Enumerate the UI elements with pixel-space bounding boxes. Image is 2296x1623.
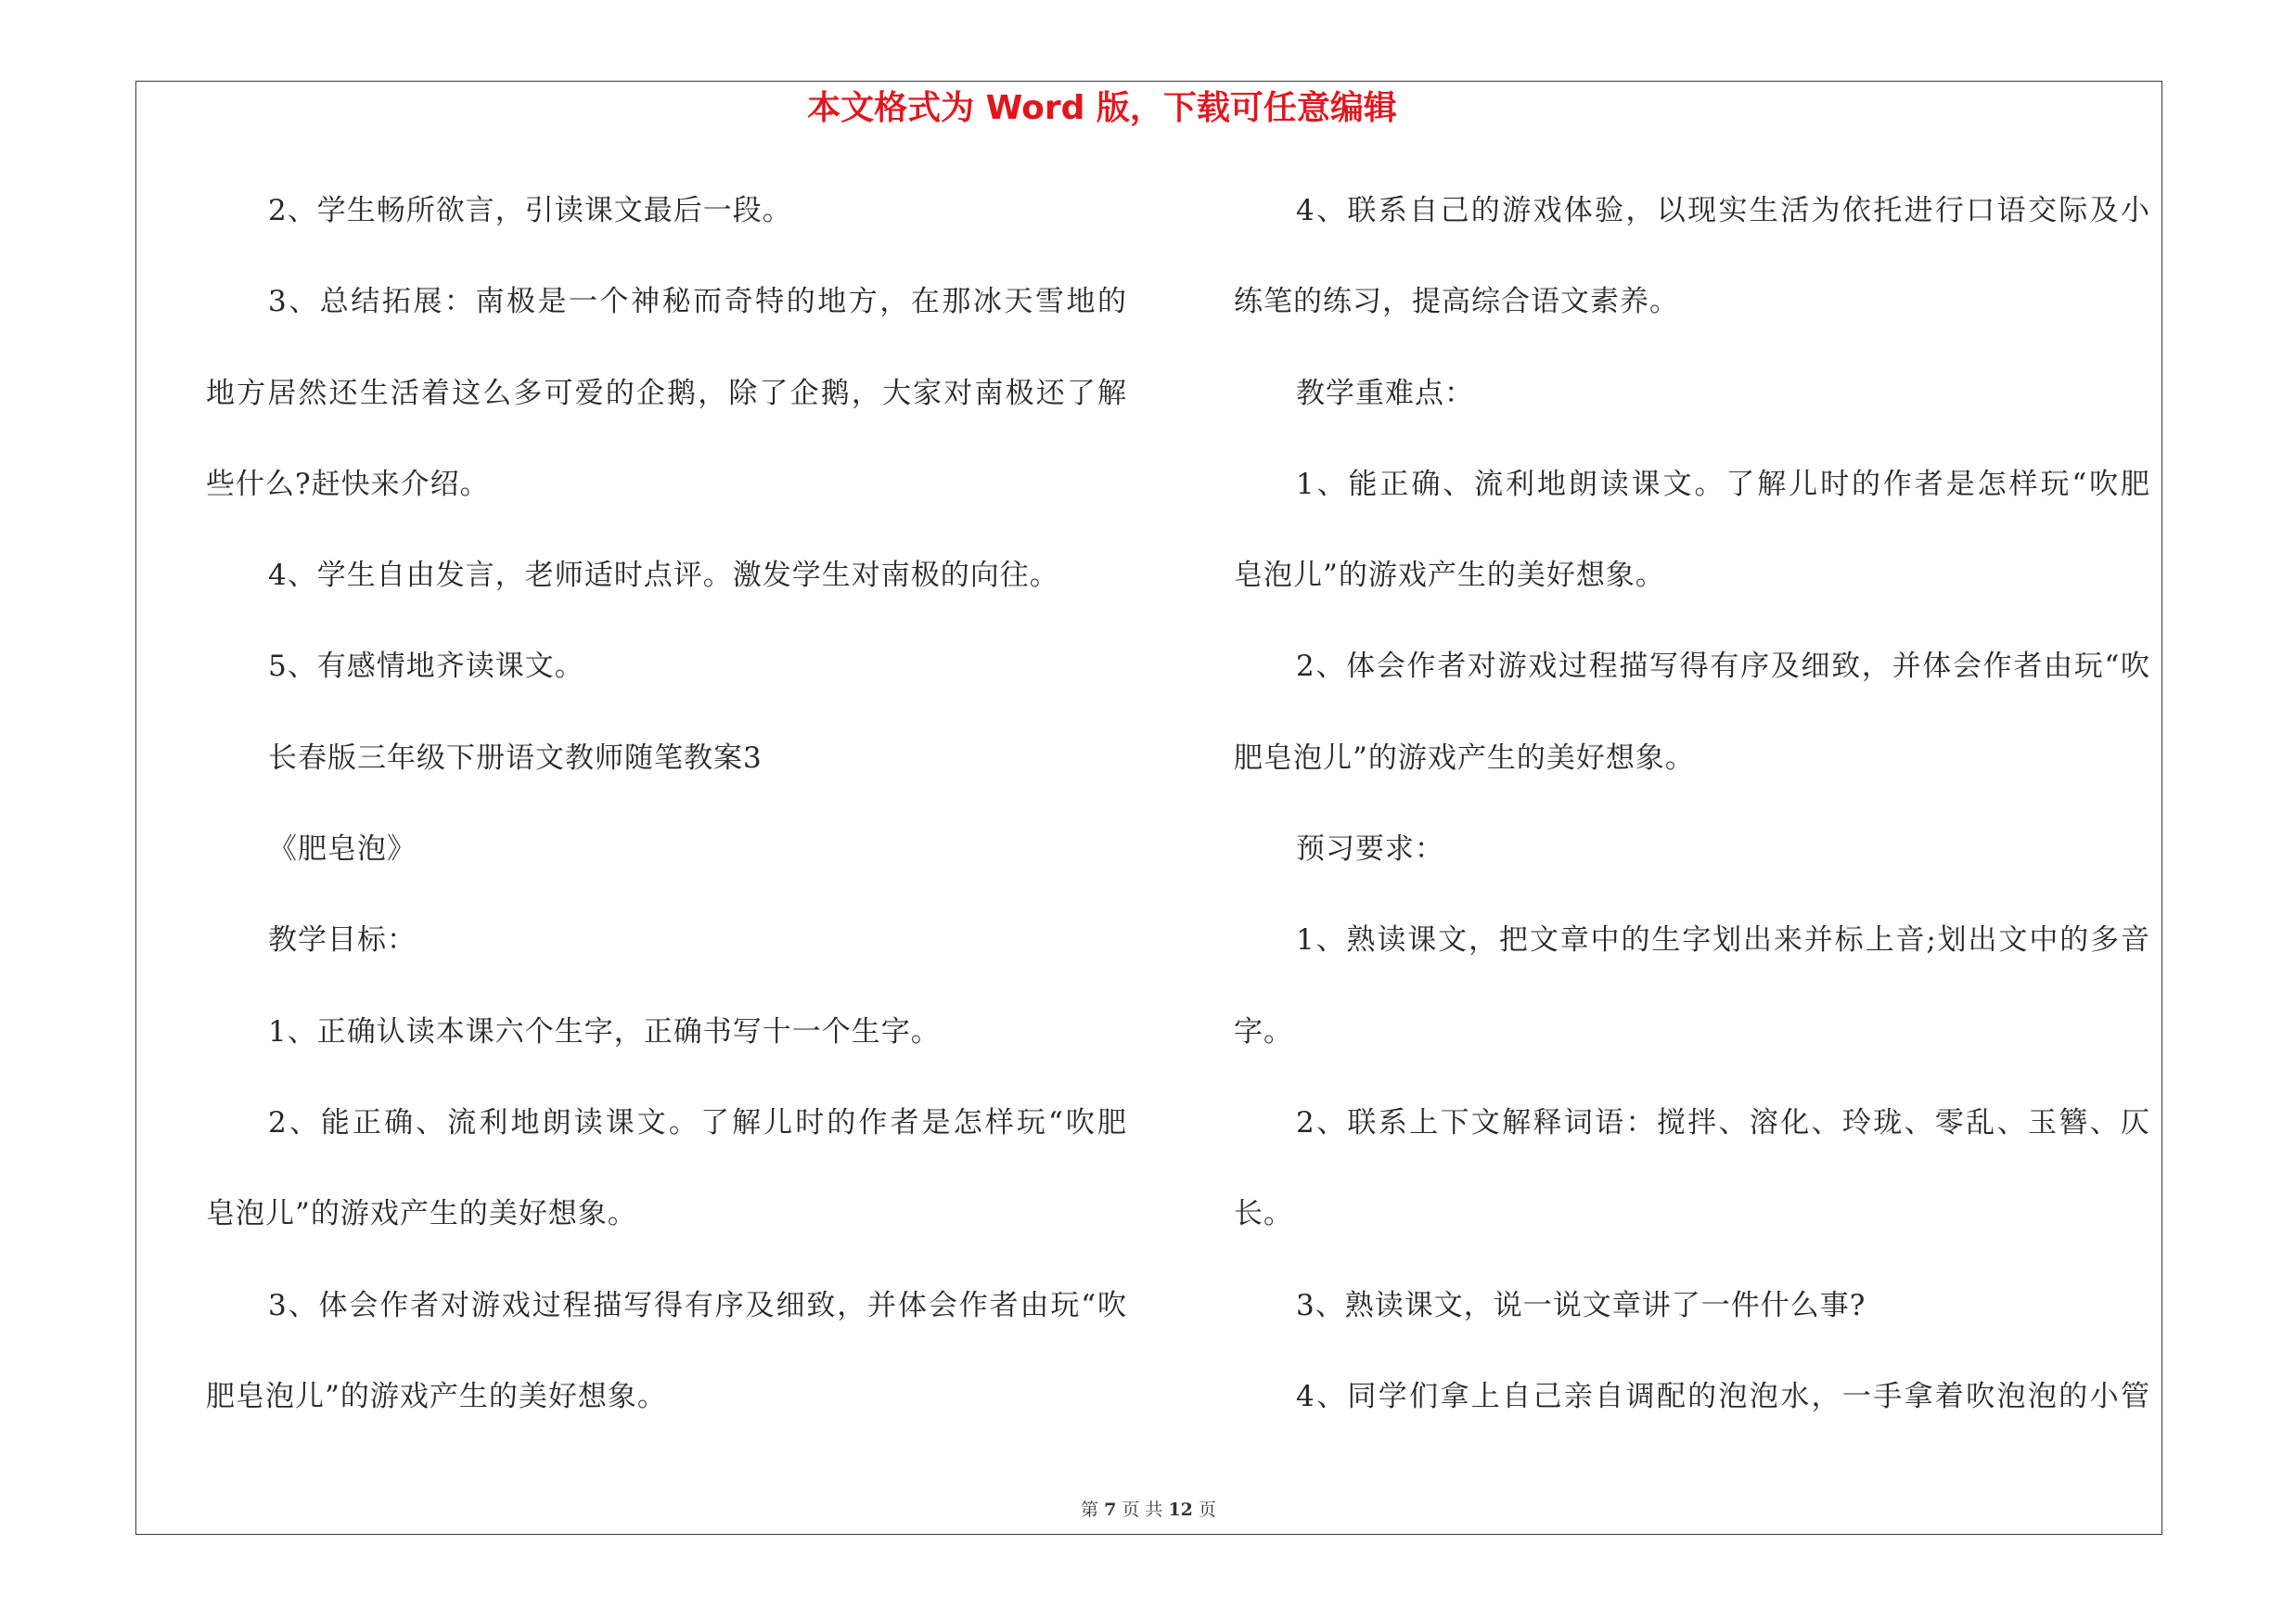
paragraph	[206, 986, 1127, 1077]
text-line: 教学目标：	[268, 923, 417, 958]
paragraph	[1234, 1260, 2150, 1351]
paragraph	[206, 165, 1127, 256]
footer-suffix: 页	[1198, 1500, 1216, 1520]
text-line: 1、能正确、流利地朗读课文。了解儿时的作者是怎样玩“吹肥	[1296, 467, 2150, 501]
paragraph	[1234, 621, 2150, 804]
footer-middle: 页 共	[1122, 1500, 1163, 1520]
text-line: 2、能正确、流利地朗读课文。了解儿时的作者是怎样玩“吹肥	[268, 1105, 1127, 1140]
text-line: 教学重难点：	[1296, 376, 1474, 410]
text-line: 练笔的练习，提高综合语文素养。	[1234, 285, 1679, 319]
page-footer	[1081, 1497, 1216, 1523]
text-line: 肥皂泡儿”的游戏产生的美好想象。	[206, 1379, 667, 1413]
total-pages-number: 12	[1168, 1500, 1193, 1520]
subheading	[206, 895, 1127, 985]
text-line: 地方居然还生活着这么多可爱的企鹅，除了企鹅，大家对南极还了解	[206, 376, 1127, 410]
subheading	[1234, 804, 2150, 895]
right-column	[1234, 165, 2150, 1442]
text-line: 长。	[1234, 1197, 1293, 1231]
paragraph	[1234, 165, 2150, 348]
paragraph	[1234, 895, 2150, 1077]
text-line: 预习要求：	[1296, 832, 1444, 867]
text-line: 4、联系自己的游戏体验，以现实生活为依托进行口语交际及小	[1296, 194, 2150, 227]
text-line: 2、联系上下文解释词语：搅拌、溶化、玲珑、零乱、玉簪、仄	[1296, 1105, 2150, 1140]
left-column	[206, 165, 1127, 1442]
format-notice: 本文格式为 Word 版，下载可任意编辑	[807, 89, 1397, 127]
text-line: 1、正确认读本课六个生字，正确书写十一个生字。	[268, 1014, 941, 1049]
paragraph	[206, 1260, 1127, 1443]
text-line: 皂泡儿”的游戏产生的美好想象。	[206, 1197, 637, 1231]
current-page-number: 7	[1104, 1500, 1117, 1520]
text-line: 3、体会作者对游戏过程描写得有序及细致，并体会作者由玩“吹	[268, 1288, 1127, 1322]
text-line: 字。	[1234, 1014, 1293, 1049]
text-line: 些什么?赶快来介绍。	[206, 467, 490, 501]
footer-prefix: 第	[1081, 1500, 1099, 1520]
text-line: 5、有感情地齐读课文。	[268, 650, 584, 684]
paragraph	[206, 530, 1127, 621]
text-line: 皂泡儿”的游戏产生的美好想象。	[1234, 559, 1665, 593]
text-line: 4、同学们拿上自己亲自调配的泡泡水，一手拿着吹泡泡的小管	[1296, 1379, 2150, 1413]
subheading	[1234, 348, 2150, 439]
paragraph	[206, 621, 1127, 712]
text-line: 《肥皂泡》	[268, 832, 417, 867]
text-line: 3、总结拓展：南极是一个神秘而奇特的地方，在那冰天雪地的	[268, 285, 1127, 319]
text-line: 3、熟读课文，说一说文章讲了一件什么事?	[1296, 1288, 1866, 1322]
text-line: 2、体会作者对游戏过程描写得有序及细致，并体会作者由玩“吹	[1296, 650, 2150, 684]
section-title	[206, 713, 1127, 804]
lesson-title	[206, 804, 1127, 895]
paragraph	[1234, 439, 2150, 622]
paragraph	[1234, 1351, 2150, 1442]
text-line: 2、学生畅所欲言，引读课文最后一段。	[268, 194, 792, 227]
paragraph	[206, 256, 1127, 530]
text-line: 长春版三年级下册语文教师随笔教案3	[268, 741, 763, 775]
paragraph	[206, 1077, 1127, 1260]
text-line: 4、学生自由发言，老师适时点评。激发学生对南极的向往。	[268, 559, 1059, 593]
paragraph	[1234, 1077, 2150, 1260]
text-line: 1、熟读课文，把文章中的生字划出来并标上音;划出文中的多音	[1296, 923, 2150, 958]
text-line: 肥皂泡儿”的游戏产生的美好想象。	[1234, 741, 1695, 775]
